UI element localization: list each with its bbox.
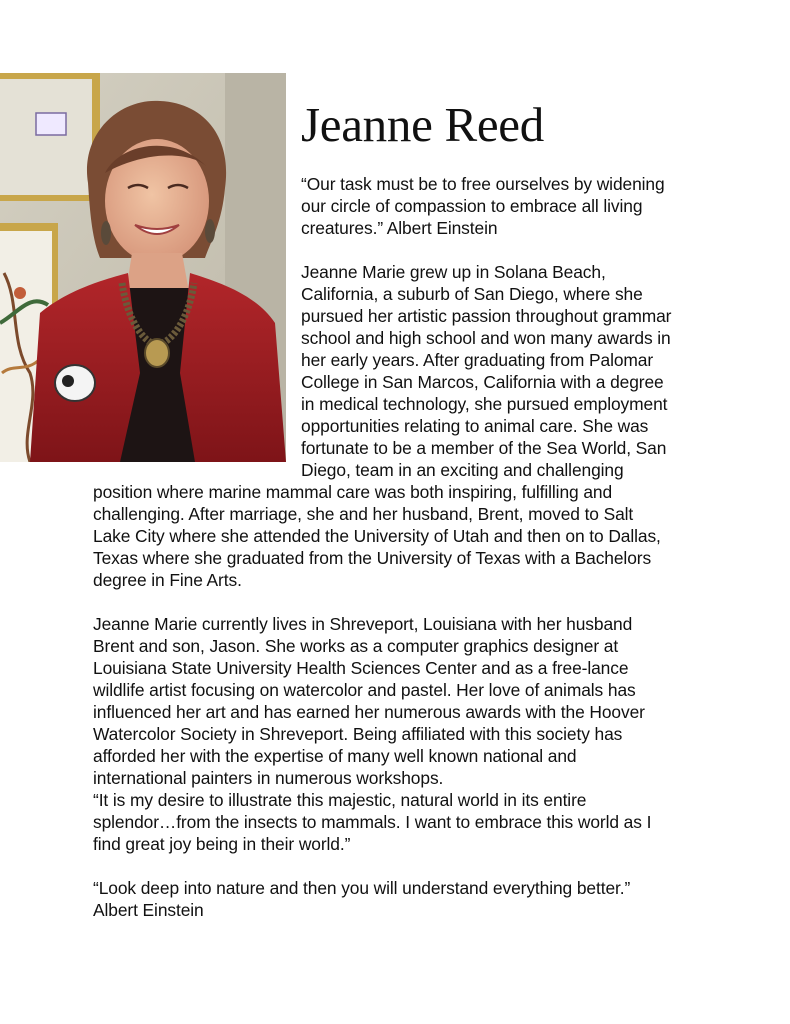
bio-line: degree in Fine Arts. [93,570,242,590]
bio-line: Brent and son, Jason. She works as a computer graphics designer at [93,636,619,656]
bio-line: school and high school and won many awards in [301,328,671,348]
bio-line: California, a suburb of San Diego, where she [301,284,643,304]
bio-line: influenced her art and has earned her numerous awards with the Hoover [93,702,645,722]
bio-line: “It is my desire to illustrate this majestic, natural world in its entire [93,790,587,810]
bio-line: position where marine mammal care was both inspiring, fulfilling and [93,482,613,502]
bio-line: Jeanne Marie grew up in Solana Beach, [301,262,606,282]
bio-line: opportunities relating to animal care. She was [301,416,649,436]
bio-line: challenging. After marriage, she and her husband, Brent, moved to Salt [93,504,634,524]
closing-quote-attribution: Albert Einstein [93,900,204,920]
bio-line: College in San Marcos, California with a degree [301,372,664,392]
bio-line: her early years. After graduating from Palomar [301,350,654,370]
bio-line: afforded her with the expertise of many well known national and [93,746,577,766]
quote-line: “Our task must be to free ourselves by widening [301,174,665,194]
closing-quote-line: “Look deep into nature and then you will understand everything better.” [93,878,631,898]
name-badge [55,365,95,401]
bio-line: Diego, team in an exciting and challenging [301,460,624,480]
bio-line: pursued her artistic passion throughout grammar [301,306,672,326]
bio-line: Louisiana State University Health Sciences Center and as a free-lance [93,658,629,678]
quote-line: creatures.” Albert Einstein [301,218,498,238]
quote-line: our circle of compassion to embrace all living [301,196,643,216]
bio-line: in medical technology, she pursued employment [301,394,668,414]
page-title: Jeanne Reed [301,97,544,152]
bio-line: wildlife artist focusing on watercolor and pastel. Her love of animals has [93,680,636,700]
bio-line: Watercolor Society in Shreveport. Being affiliated with this society has [93,724,623,744]
bio-line: fortunate to be a member of the Sea World, San [301,438,667,458]
bio-line: international painters in numerous workshops. [93,768,444,788]
pendant [145,339,169,367]
bio-line: splendor…from the insects to mammals. I want to embrace this world as I [93,812,652,832]
bio-line: Jeanne Marie currently lives in Shreveport, Louisiana with her husband [93,614,633,634]
portrait-photo [0,73,286,462]
bio-line: Texas where she graduated from the University of Texas with a Bachelors [93,548,652,568]
bio-line: find great joy being in their world.” [93,834,351,854]
bio-line: Lake City where she attended the University of Utah and then on to Dallas, [93,526,661,546]
